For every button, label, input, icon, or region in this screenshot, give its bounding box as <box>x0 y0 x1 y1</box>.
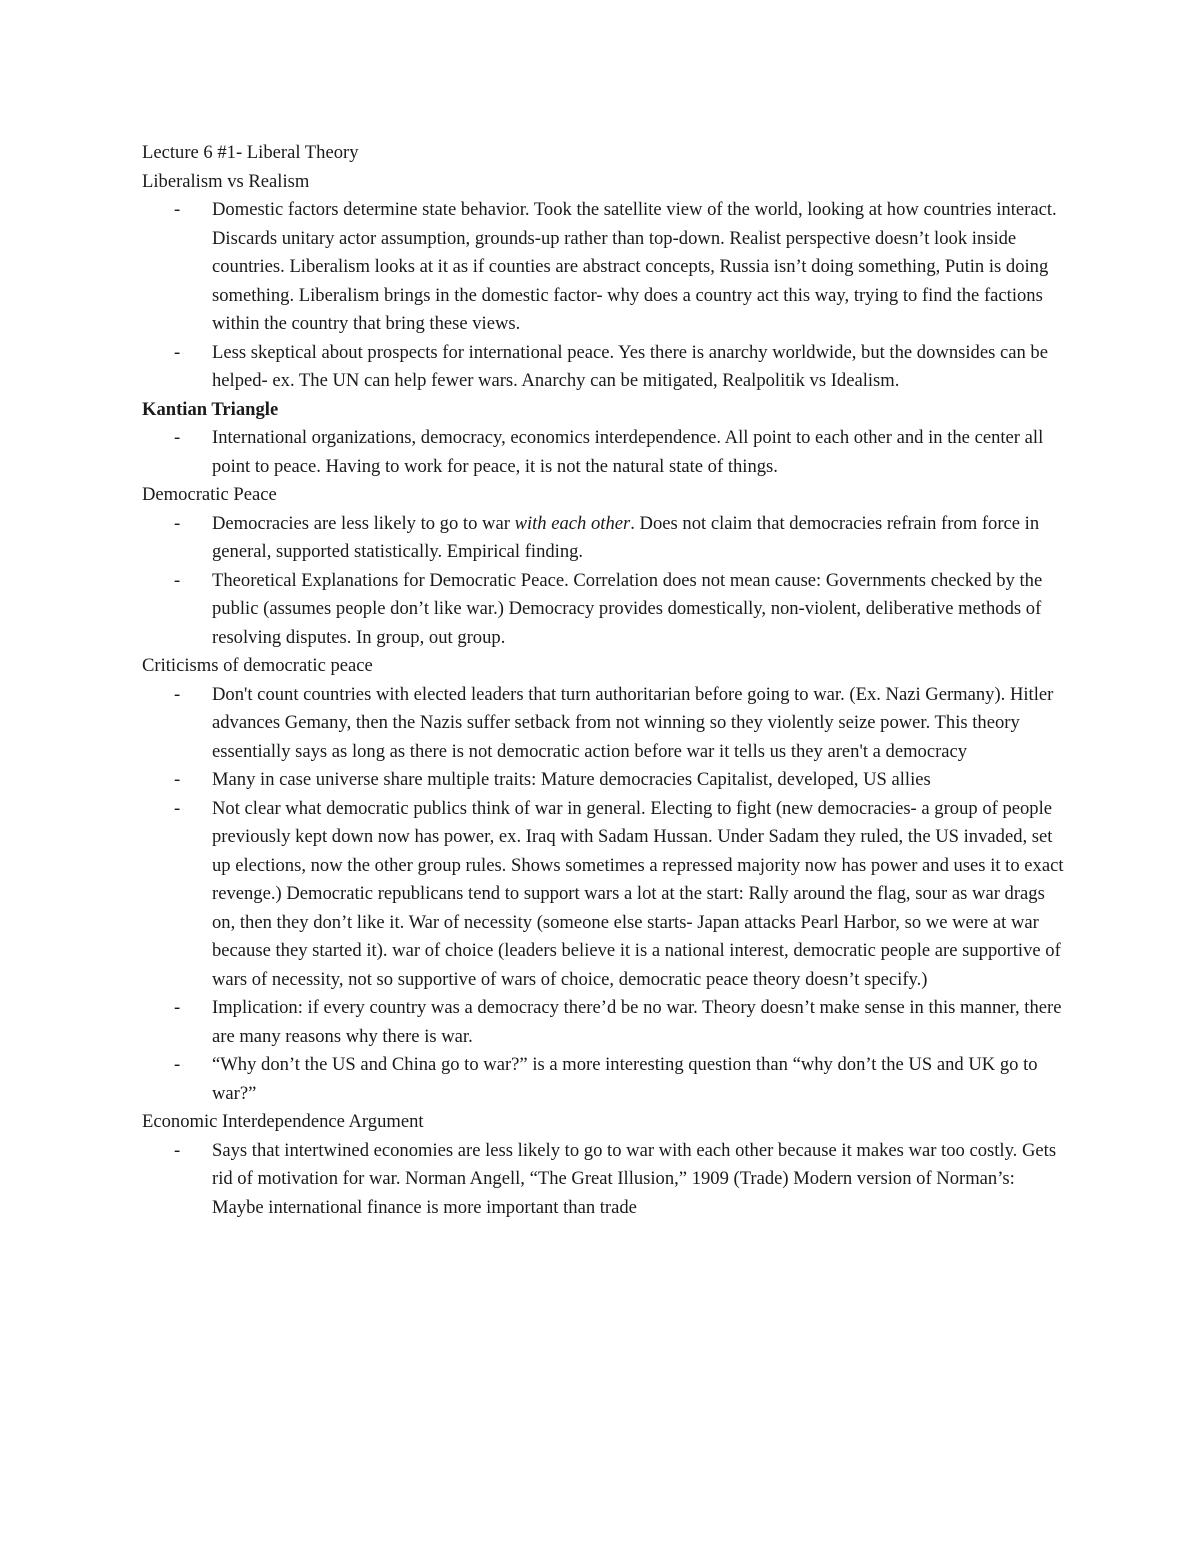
bullet-list-criticisms <box>142 681 1067 1109</box>
list-item <box>142 994 1067 1051</box>
list-item <box>142 795 1067 995</box>
bullet-text: Domestic factors determine state behavior. Took the satellite view of the world, looking at how countries interact. Discards unitary actor assumption, grounds-up rather than top-down. Realist perspective doesn’t look inside countries. Liberalism looks at it as if counties are abstract concepts, Russia isn’t doing something, Putin is doing something. Liberalism brings in the domestic factor- why does a country act this way, trying to find the factions within the country that bring these views. <box>212 199 1057 334</box>
dash-bullet: - <box>174 199 181 220</box>
dash-bullet: - <box>174 683 181 705</box>
document-page <box>142 139 1067 1222</box>
list-item <box>142 510 1067 567</box>
list-item <box>142 681 1067 767</box>
section-heading-criticisms: Criticisms of democratic peace <box>142 655 373 676</box>
bullet-text: Says that intertwined economies are less likely to go to war with each other because it makes war too costly. Gets rid of motivation for war. Norman Angell, “The Great Illusion,” 1909 (Trade) Modern version of Norman’s: Maybe international finance is more important than trade <box>212 1139 1057 1218</box>
document-title: Lecture 6 #1- Liberal Theory <box>142 142 359 163</box>
list-item <box>142 766 1067 795</box>
bullet-text-pre: Democracies are less likely to go to war <box>212 512 515 534</box>
list-item <box>142 567 1067 653</box>
bullet-text: Many in case universe share multiple traits: Mature democracies Capitalist, developed, US allies <box>212 769 931 790</box>
bullet-text: Not clear what democratic publics think of war in general. Electing to fight (new democracies- a group of people previously kept down now has power, ex. Iraq with Sadam Hussan. Under Sadam they ruled, the US invaded, set up elections, now the other group rules. Shows sometimes a repressed majority now has power and uses it to exact revenge.) Democratic republicans tend to support wars a lot at the start: Rally around the flag, sour as war drags on, then they don’t like it. War of necessity (someone else starts- Japan attacks Pearl Harbor, so we were at war because they started it). war of choice (leaders believe it is a national interest, democratic people are supportive of wars of necessity, not so supportive of wars of choice, democratic peace theory doesn’t specify.) <box>212 797 1064 990</box>
dash-bullet: - <box>174 797 181 819</box>
bullet-text: “Why don’t the US and China go to war?” is a more interesting question than “why don’t the US and UK go to war?” <box>212 1054 1038 1104</box>
bullet-list-kantian <box>142 424 1067 481</box>
section-heading-democratic-peace: Democratic Peace <box>142 484 277 505</box>
bullet-list-economic <box>142 1137 1067 1223</box>
bullet-text: International organizations, democracy, economics interdependence. All point to each other and in the center all point to peace. Having to work for peace, it is not the natural state of things. <box>212 427 1044 477</box>
bullet-text: Implication: if every country was a democracy there’d be no war. Theory doesn’t make sense in this manner, there are many reasons why there is war. <box>212 997 1062 1047</box>
bullet-text-post: . Does not claim that democracies refrain from force in general, supported statistically. Empirical finding. <box>212 512 1040 562</box>
bullet-text: Theoretical Explanations for Democratic Peace. Correlation does not mean cause: Governments checked by the public (assumes people don’t like war.) Democracy provides domestically, non-violent, deliberative methods of resolving disputes. In group, out group. <box>212 569 1043 648</box>
section-heading-economic-interdependence: Economic Interdependence Argument <box>142 1111 424 1132</box>
bullet-text <box>212 513 1039 563</box>
dash-bullet: - <box>174 1054 181 1075</box>
section-heading-liberalism-vs-realism: Liberalism vs Realism <box>142 170 310 192</box>
dash-bullet: - <box>174 769 181 790</box>
list-item <box>142 196 1067 339</box>
section-heading-kantian-triangle: Kantian Triangle <box>142 398 279 420</box>
bullet-text-emphasis: with each other <box>514 512 631 534</box>
dash-bullet: - <box>174 1139 181 1161</box>
bullet-list-democratic-peace <box>142 510 1067 653</box>
dash-bullet: - <box>174 997 181 1018</box>
bullet-list-liberalism <box>142 196 1067 396</box>
bullet-text: Less skeptical about prospects for international peace. Yes there is anarchy worldwide, but the downsides can be helped- ex. The UN can help fewer wars. Anarchy can be mitigated, Realpolitik vs Idealism. <box>212 341 1048 391</box>
list-item <box>142 424 1067 481</box>
list-item <box>142 339 1067 396</box>
dash-bullet: - <box>174 512 181 534</box>
dash-bullet: - <box>174 341 181 363</box>
dash-bullet: - <box>174 427 181 448</box>
bullet-text: Don't count countries with elected leaders that turn authoritarian before going to war. (Ex. Nazi Germany). Hitler advances Gemany, then the Nazis suffer setback from not winning so they violently seize power. This theory essentially says as long as there is not democratic action before war it tells us they aren't a democracy <box>212 683 1054 762</box>
dash-bullet: - <box>174 569 181 591</box>
list-item <box>142 1051 1067 1108</box>
list-item <box>142 1137 1067 1223</box>
